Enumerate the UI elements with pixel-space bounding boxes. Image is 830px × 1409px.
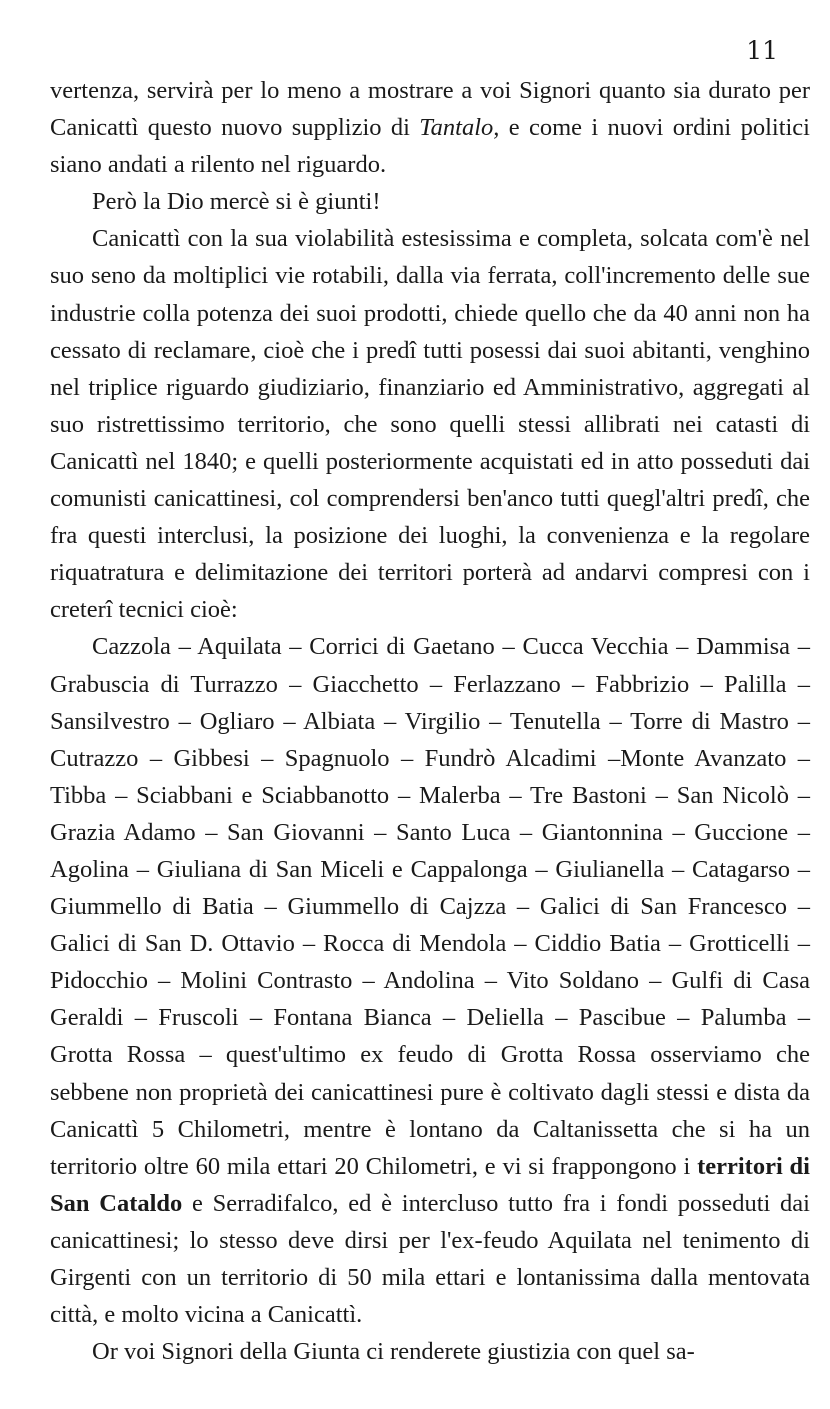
paragraph-2 [50, 183, 810, 220]
page-number: 11 [746, 36, 778, 65]
body-text [50, 72, 810, 1370]
paragraph-4-text-b: e Serradifalco, ed è intercluso tutto fra i fondi posseduti dai canicattinesi; lo stesso deve dirsi per l'ex-feudo Aquilata nel tenimento di Girgenti con un territorio di 50 mila ettari e lontanissima dalla mentovata città, e molto vicina a Canicattì. [50, 1189, 810, 1329]
paragraph-1-text-b: e come i nuovi ordini politici siano andati a rilento nel riguardo. [50, 114, 810, 179]
paragraph-4 [50, 628, 810, 1333]
paragraph-5-text: Or voi Signori della Giunta ci renderete giustizia con quel sa- [92, 1338, 695, 1366]
paragraph-5 [50, 1333, 810, 1370]
paragraph-4-text-a: Cazzola – Aquilata – Corrici di Gaetano – Cucca Vecchia – Dammisa – Grabuscia di Turrazzo – Giacchetto – Ferlazzano – Fabbrizio – Palilla – Sansilvestro – Ogliaro – Albiata – Virgilio – Tenutella – Torre di Mastro – Cutrazzo – Gibbesi – Spagnuolo – Fundrò Alcadimi –Monte Avanzato – Tibba – Sciabbani e Sciabbanotto – Malerba – Tre Bastoni – San Nicolò – Grazia Adamo – San Giovanni – Santo Luca – Giantonnina – Guccione – Agolina – Giuliana di San Miceli e Cappalonga – Giulianella – Catagarso – Giummello di Batia – Giummello di Cajzza – Galici di San Francesco – Galici di San D. Ottavio – Rocca di Mendola – Ciddio Batia – Grotticelli – Pidocchio – Molini Contrasto – Andolina – Vito Soldano – Gulfi di Casa Geraldi – Fruscoli – Fontana Bianca – Deliella – Pascibue – Palumba – Grotta Rossa – quest'ultimo ex feudo di Grotta Rossa osserviamo che sebbene non proprietà dei canicattinesi pure è coltivato dagli stessi e dista da Canicattì 5 Chilometri, mentre è lontano da Caltanissetta che si ha un territorio oltre 60 mila ettari 20 Chilometri, e vi si frappongono i [50, 633, 810, 1180]
paragraph-1-italic-tantalo: Tantalo, [419, 114, 500, 142]
paragraph-3-text: Canicattì con la sua violabilità estesissima e completa, solcata com'è nel suo seno da moltiplici vie rotabili, dalla via ferrata, coll'incremento delle sue industrie colla potenza dei suoi prodotti, chiede quello che da 40 anni non ha cessato di reclamare, cioè che i predî tutti posessi dai suoi abitanti, venghino nel triplice riguardo giudiziario, finanziario ed Amministrativo, aggregati al suo ristrettissimo territorio, che sono quelli stessi allibrati nei catasti di Canicattì nel 1840; e quelli posteriormente acquistati ed in atto posseduti dai comunisti canicattinesi, col comprendersi ben'anco tutti quegl'altri predî, che fra questi interclusi, la posizione dei luoghi, la convenienza e la regolare riquatratura e delimitazione dei territori porterà ad andarvi compresi con i creterî tecnici cioè: [50, 225, 810, 624]
paragraph-1 [50, 72, 810, 183]
paragraph-4-bold-territori: territori di San Cataldo [50, 1152, 810, 1217]
paragraph-3 [50, 220, 810, 628]
paragraph-1-text-a: vertenza, servirà per lo meno a mostrare a voi Signori quanto sia durato per Canicattì questo nuovo supplizio di [50, 77, 810, 142]
paragraph-2-text: Però la Dio mercè si è giunti! [92, 188, 381, 216]
